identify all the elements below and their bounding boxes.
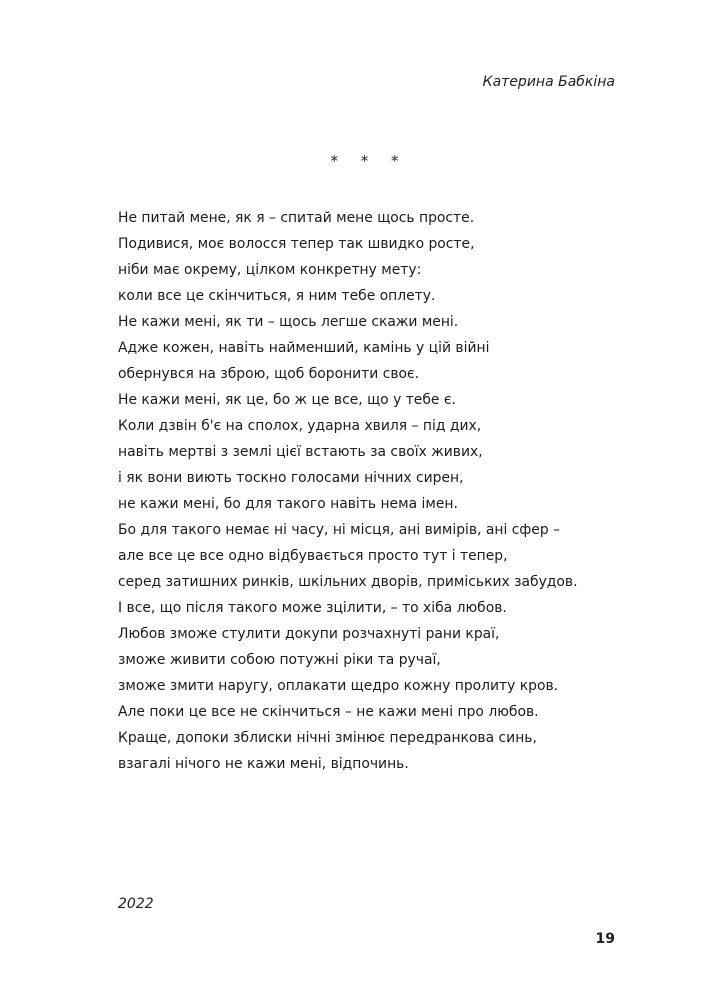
poem-line: Не питай мене, як я – спитай мене щось просте. xyxy=(118,210,475,226)
running-head-author: Катерина Бабкіна xyxy=(482,74,615,90)
poem-line: Любов зможе стулити докупи розчахнуті рани краї, xyxy=(118,626,500,642)
poem-line: Адже кожен, навіть найменший, камінь у цій війні xyxy=(118,340,490,356)
poem-line: І все, що після такого може зцілити, – то хіба любов. xyxy=(118,600,507,616)
poem-line: взагалі нічого не кажи мені, відпочинь. xyxy=(118,756,409,772)
poem-line: зможе змити наругу, оплакати щедро кожну пролиту кров. xyxy=(118,678,559,694)
poem-line: Подивися, моє волосся тепер так швидко росте, xyxy=(118,236,475,252)
poem-text xyxy=(118,205,638,777)
poem-line: коли все це скінчиться, я ним тебе оплету. xyxy=(118,288,436,304)
poem-line: але все це все одно відбувається просто тут і тепер, xyxy=(118,548,508,564)
poem-line: Але поки це все не скінчиться – не кажи мені про любов. xyxy=(118,704,539,720)
poem-line: серед затишних ринків, шкільних дворів, приміських забудов. xyxy=(118,574,578,590)
poem-year: 2022 xyxy=(118,896,154,912)
poem-line: навіть мертві з землі цієї встають за своїх живих, xyxy=(118,444,483,460)
poem-line: зможе живити собою потужні ріки та ручаї, xyxy=(118,652,441,668)
poem-line: Бо для такого немає ні часу, ні місця, ані вимірів, ані сфер – xyxy=(118,522,561,538)
poem-line: Не кажи мені, як це, бо ж це все, що у тебе є. xyxy=(118,392,456,408)
section-asterism: * * * xyxy=(330,152,408,170)
poem-line: Не кажи мені, як ти – щось легше скажи мені. xyxy=(118,314,459,330)
poem-line: не кажи мені, бо для такого навіть нема імен. xyxy=(118,496,458,512)
poem-line: Краще, допоки зблиски нічні змінює передранкова синь, xyxy=(118,730,537,746)
poem-line: обернувся на зброю, щоб боронити своє. xyxy=(118,366,420,382)
poem-line: і як вони виють тоскно голосами нічних сирен, xyxy=(118,470,464,486)
page-number: 19 xyxy=(595,931,615,947)
poem-line: Коли дзвін б'є на сполох, ударна хвиля – під дих, xyxy=(118,418,482,434)
poem-line: ніби має окрему, цілком конкретну мету: xyxy=(118,262,422,278)
